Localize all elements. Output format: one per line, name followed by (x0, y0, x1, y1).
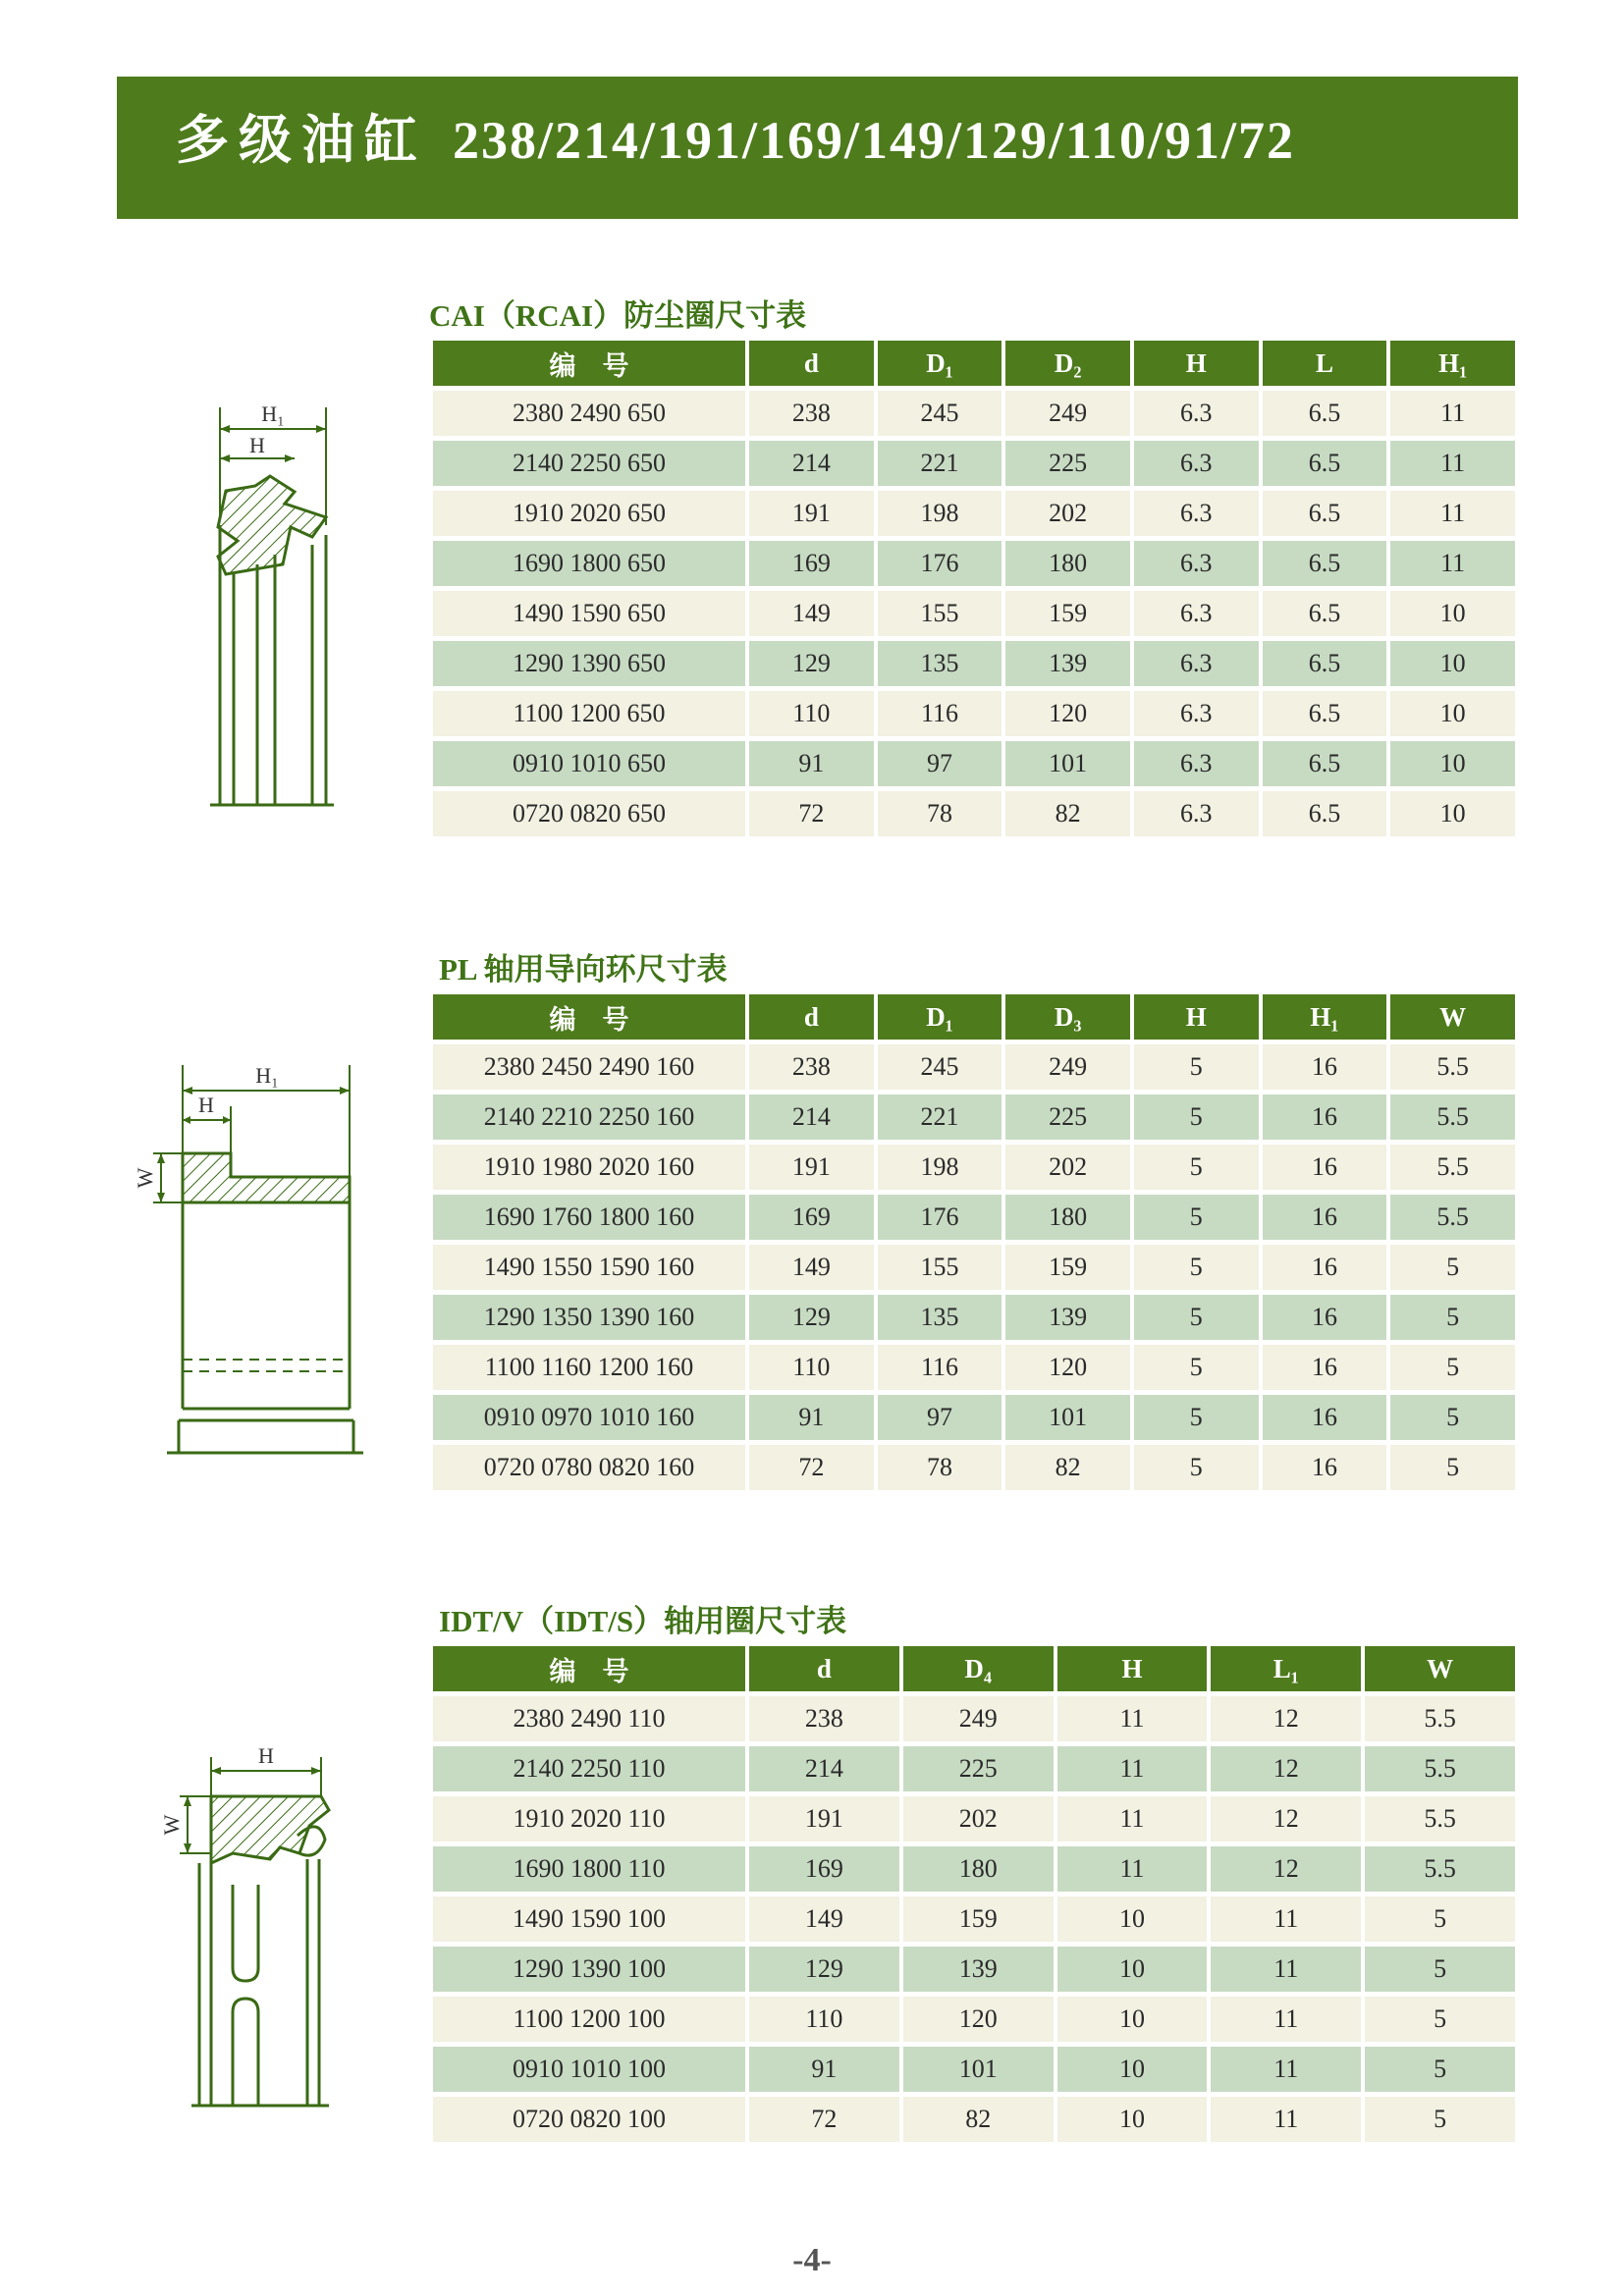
table-cell: 78 (878, 1445, 1002, 1490)
table-cell: 6.3 (1134, 691, 1259, 736)
table-cell: 249 (903, 1696, 1054, 1741)
table-cell: 2380 2450 2490 160 (433, 1044, 745, 1090)
table-row (433, 1896, 1515, 1942)
table-cell: 169 (749, 1846, 899, 1892)
table-cell: 5 (1134, 1145, 1259, 1190)
table-cell: 5 (1134, 1044, 1259, 1090)
table-cell: 5 (1134, 1345, 1259, 1390)
table-cell: 225 (1005, 1095, 1130, 1140)
table-cell: 169 (749, 541, 874, 586)
table-cell: 82 (1005, 791, 1130, 836)
table-cell: 5 (1134, 1295, 1259, 1340)
table-cell: 11 (1057, 1796, 1208, 1842)
table-cell: 5 (1390, 1395, 1515, 1440)
table-row (433, 2047, 1515, 2092)
label-h1: H₁ (261, 401, 285, 426)
header-code: 编 号 (433, 1646, 745, 1691)
table-cell: 10 (1390, 741, 1515, 786)
table-cell: 214 (749, 1746, 899, 1791)
idt-seal-drawing (152, 1737, 358, 2115)
table-cell: 11 (1390, 391, 1515, 436)
table-cell: 12 (1211, 1796, 1361, 1842)
table-cell: 6.3 (1134, 441, 1259, 486)
table-cell: 0910 1010 650 (433, 741, 745, 786)
dimension-h (211, 1743, 321, 1796)
table-row (433, 2097, 1515, 2142)
table-cell: 221 (878, 1095, 1002, 1140)
table-cell: 10 (1057, 1947, 1208, 1992)
label-h: H (198, 1093, 214, 1117)
table-cell: 1490 1590 100 (433, 1896, 745, 1942)
table-cell: 214 (749, 1095, 874, 1140)
table-cell: 1100 1160 1200 160 (433, 1345, 745, 1390)
table-cell: 149 (749, 591, 874, 636)
table-cell: 5 (1134, 1195, 1259, 1240)
table-cell: 159 (1005, 1245, 1130, 1290)
table-cell: 6.3 (1134, 791, 1259, 836)
table-cell: 225 (903, 1746, 1054, 1791)
table-cell: 11 (1211, 2047, 1361, 2092)
table-cell: 221 (878, 441, 1002, 486)
table-cell: 82 (903, 2097, 1054, 2142)
table-cell: 5 (1365, 1896, 1515, 1942)
table-cell: 5 (1365, 2097, 1515, 2142)
table-row (433, 791, 1515, 836)
table-cell: 16 (1263, 1245, 1387, 1290)
title-chinese: 多级油缸 (176, 111, 427, 170)
table-row (433, 1947, 1515, 1992)
table-cell: 238 (749, 1696, 899, 1741)
cai-seal-drawing (196, 398, 344, 815)
table-cell: 139 (903, 1947, 1054, 1992)
header-d: d (749, 341, 874, 386)
hidden-lines (183, 1360, 350, 1371)
table-cell: 10 (1057, 2047, 1208, 2092)
table-row (433, 1195, 1515, 1240)
table-cell: 2380 2490 650 (433, 391, 745, 436)
table-cell: 129 (749, 641, 874, 686)
table-cell: 0720 0820 100 (433, 2097, 745, 2142)
table-cell: 11 (1390, 491, 1515, 536)
table-cell: 5 (1390, 1345, 1515, 1390)
table-cell: 11 (1057, 1696, 1208, 1741)
table-cell: 6.3 (1134, 741, 1259, 786)
table-cell: 191 (749, 1796, 899, 1842)
table-row (433, 1145, 1515, 1190)
table-cell: 1690 1800 110 (433, 1846, 745, 1892)
table-cell: 2140 2250 110 (433, 1746, 745, 1791)
table-cell: 101 (903, 2047, 1054, 2092)
table-cell: 5.5 (1390, 1195, 1515, 1240)
table-cell: 135 (878, 1295, 1002, 1340)
table-row (433, 1044, 1515, 1090)
seal-profile (218, 476, 326, 574)
table-cell: 5.5 (1365, 1796, 1515, 1842)
table-row (433, 1696, 1515, 1741)
header-d1: D₁ (878, 341, 1002, 386)
table-cell: 1290 1350 1390 160 (433, 1295, 745, 1340)
guide-ring-profile (183, 1153, 350, 1202)
table-cell: 6.3 (1134, 641, 1259, 686)
table-cell: 5 (1390, 1245, 1515, 1290)
table-row (433, 641, 1515, 686)
table-cell: 245 (878, 1044, 1002, 1090)
table-cell: 11 (1390, 441, 1515, 486)
table-cell: 1290 1390 650 (433, 641, 745, 686)
header-h: H (1057, 1646, 1208, 1691)
table-row (433, 591, 1515, 636)
table-cell: 191 (749, 491, 874, 536)
table-cell: 5.5 (1390, 1044, 1515, 1090)
dimension-h (183, 1093, 231, 1153)
table-cell: 1290 1390 100 (433, 1947, 745, 1992)
table-cell: 16 (1263, 1145, 1387, 1190)
table-cell: 16 (1263, 1195, 1387, 1240)
header-h: H (1134, 341, 1259, 386)
header-l: L (1263, 341, 1387, 386)
table-cell: 110 (749, 1345, 874, 1390)
table-cell: 139 (1005, 1295, 1130, 1340)
header-d3: D₃ (1005, 994, 1130, 1040)
table-cell: 10 (1057, 1896, 1208, 1942)
table-cell: 16 (1263, 1445, 1387, 1490)
table-cell: 6.3 (1134, 491, 1259, 536)
table-cell: 120 (903, 1997, 1054, 2042)
table-cell: 169 (749, 1195, 874, 1240)
table-cell: 2140 2250 650 (433, 441, 745, 486)
title-models: 238/214/191/169/149/129/110/91/72 (453, 111, 1296, 170)
table-cell: 139 (1005, 641, 1130, 686)
table-cell: 1490 1550 1590 160 (433, 1245, 745, 1290)
table-cell: 5 (1134, 1445, 1259, 1490)
table-cell: 11 (1057, 1746, 1208, 1791)
section-title-pl: PL 轴用导向环尺寸表 (439, 952, 728, 987)
table-header-row (433, 341, 1515, 386)
table-cell: 5.5 (1390, 1145, 1515, 1190)
table-cell: 2140 2210 2250 160 (433, 1095, 745, 1140)
table-header-row (433, 1646, 1515, 1691)
table-cell: 5 (1365, 2047, 1515, 2092)
seal-body-lines (191, 1859, 329, 2106)
table-cell: 129 (749, 1295, 874, 1340)
table-cell: 198 (878, 1145, 1002, 1190)
table-cell: 72 (749, 2097, 899, 2142)
header-d1: D₁ (878, 994, 1002, 1040)
table-cell: 249 (1005, 391, 1130, 436)
table-cell: 202 (903, 1796, 1054, 1842)
label-h: H (258, 1743, 274, 1768)
table-row (433, 491, 1515, 536)
guide-ring-body-lines (167, 1202, 363, 1453)
table-cell: 1690 1760 1800 160 (433, 1195, 745, 1240)
table-row (433, 391, 1515, 436)
table-header-row (433, 994, 1515, 1040)
table-cell: 245 (878, 391, 1002, 436)
table-cell: 6.5 (1263, 391, 1387, 436)
table-cell: 5.5 (1365, 1846, 1515, 1892)
table-cell: 176 (878, 541, 1002, 586)
table-cell: 149 (749, 1245, 874, 1290)
table-cell: 1910 1980 2020 160 (433, 1145, 745, 1190)
table-cell: 78 (878, 791, 1002, 836)
label-h1: H₁ (255, 1063, 279, 1088)
table-cell: 155 (878, 1245, 1002, 1290)
table-cell: 6.5 (1263, 691, 1387, 736)
table-cell: 5 (1365, 1947, 1515, 1992)
table-cell: 0910 1010 100 (433, 2047, 745, 2092)
header-d2: D₂ (1005, 341, 1130, 386)
table-cell: 5 (1134, 1095, 1259, 1140)
header-code: 编 号 (433, 994, 745, 1040)
table-cell: 180 (903, 1846, 1054, 1892)
table-cell: 1690 1800 650 (433, 541, 745, 586)
header-w: W (1365, 1646, 1515, 1691)
table-cell: 91 (749, 1395, 874, 1440)
table-row (433, 1245, 1515, 1290)
table-cell: 155 (878, 591, 1002, 636)
table-row (433, 691, 1515, 736)
table-cell: 6.5 (1263, 641, 1387, 686)
table-cell: 135 (878, 641, 1002, 686)
table-cell: 16 (1263, 1095, 1387, 1140)
table-cell: 5.5 (1390, 1095, 1515, 1140)
table-cell: 1100 1200 650 (433, 691, 745, 736)
table-cell: 11 (1211, 1896, 1361, 1942)
header-banner (117, 77, 1518, 219)
table-cell: 72 (749, 791, 874, 836)
table-row (433, 741, 1515, 786)
table-cell: 11 (1390, 541, 1515, 586)
header-d: d (749, 994, 874, 1040)
section-title-cai: CAI（RCAI）防尘圈尺寸表 (429, 298, 807, 333)
table-cell: 159 (1005, 591, 1130, 636)
table-cell: 16 (1263, 1295, 1387, 1340)
dimension-w (159, 1796, 211, 1853)
table-cell: 5 (1390, 1295, 1515, 1340)
table-cell: 214 (749, 441, 874, 486)
table-row (433, 541, 1515, 586)
header-code: 编 号 (433, 341, 745, 386)
table-cell: 202 (1005, 1145, 1130, 1190)
table-cell: 11 (1211, 1997, 1361, 2042)
table-cell: 10 (1057, 1997, 1208, 2042)
table-row (433, 1997, 1515, 2042)
table-cell: 12 (1211, 1696, 1361, 1741)
table-cell: 0720 0780 0820 160 (433, 1445, 745, 1490)
table-cell: 101 (1005, 741, 1130, 786)
table-cell: 5 (1134, 1245, 1259, 1290)
table-cell: 249 (1005, 1044, 1130, 1090)
table-cell: 110 (749, 1997, 899, 2042)
section-title-idt: IDT/V（IDT/S）轴用圈尺寸表 (439, 1604, 847, 1638)
table-cell: 11 (1211, 1947, 1361, 1992)
table-cell: 10 (1390, 691, 1515, 736)
table-cell: 6.3 (1134, 591, 1259, 636)
table-cell: 6.5 (1263, 541, 1387, 586)
table-cell: 2380 2490 110 (433, 1696, 745, 1741)
table-row (433, 1295, 1515, 1340)
table-cell: 10 (1390, 641, 1515, 686)
table-cell: 97 (878, 741, 1002, 786)
seal-profile (211, 1796, 329, 1863)
table-cell: 120 (1005, 1345, 1130, 1390)
table-row (433, 1846, 1515, 1892)
table-row (433, 1445, 1515, 1490)
table-row (433, 1796, 1515, 1842)
table-cell: 202 (1005, 491, 1130, 536)
table-cell: 12 (1211, 1746, 1361, 1791)
table-row (433, 1746, 1515, 1791)
page-number: -4- (792, 2242, 832, 2278)
pl-guide-ring-drawing (128, 1055, 373, 1468)
table-row (433, 1345, 1515, 1390)
table-row (433, 1095, 1515, 1140)
table-cell: 91 (749, 2047, 899, 2092)
table-cell: 6.5 (1263, 791, 1387, 836)
dimension-h (220, 433, 295, 462)
table-cell: 11 (1211, 2097, 1361, 2142)
table-cell: 72 (749, 1445, 874, 1490)
table-cell: 176 (878, 1195, 1002, 1240)
table-cell: 159 (903, 1896, 1054, 1942)
table-cell: 5.5 (1365, 1746, 1515, 1791)
table-cell: 0910 0970 1010 160 (433, 1395, 745, 1440)
table-cell: 110 (749, 691, 874, 736)
label-w: W (133, 1167, 157, 1189)
header-h: H (1134, 994, 1259, 1040)
header-d: d (749, 1646, 899, 1691)
table-cell: 10 (1057, 2097, 1208, 2142)
table-cell: 12 (1211, 1846, 1361, 1892)
table-cell: 198 (878, 491, 1002, 536)
header-d4: D₄ (903, 1646, 1054, 1691)
table-cell: 5 (1134, 1395, 1259, 1440)
table-cell: 120 (1005, 691, 1130, 736)
table-cell: 10 (1390, 591, 1515, 636)
table-cell: 180 (1005, 541, 1130, 586)
table-cell: 129 (749, 1947, 899, 1992)
table-cell: 6.5 (1263, 491, 1387, 536)
label-h: H (249, 433, 265, 457)
table-cell: 116 (878, 691, 1002, 736)
table-cell: 16 (1263, 1044, 1387, 1090)
table-cell: 0720 0820 650 (433, 791, 745, 836)
table-cell: 1910 2020 650 (433, 491, 745, 536)
cai-table (429, 336, 1519, 841)
pl-table (429, 989, 1519, 1495)
table-cell: 82 (1005, 1445, 1130, 1490)
label-w: W (159, 1814, 184, 1836)
header-l1: L₁ (1211, 1646, 1361, 1691)
table-cell: 16 (1263, 1345, 1387, 1390)
table-cell: 97 (878, 1395, 1002, 1440)
table-cell: 91 (749, 741, 874, 786)
table-cell: 10 (1390, 791, 1515, 836)
table-cell: 6.5 (1263, 741, 1387, 786)
table-cell: 1490 1590 650 (433, 591, 745, 636)
header-h1: H₁ (1390, 341, 1515, 386)
table-cell: 1100 1200 100 (433, 1997, 745, 2042)
table-cell: 116 (878, 1345, 1002, 1390)
table-cell: 5.5 (1365, 1696, 1515, 1741)
table-cell: 238 (749, 391, 874, 436)
table-cell: 101 (1005, 1395, 1130, 1440)
table-cell: 238 (749, 1044, 874, 1090)
table-cell: 11 (1057, 1846, 1208, 1892)
table-cell: 6.3 (1134, 391, 1259, 436)
table-row (433, 441, 1515, 486)
table-cell: 6.3 (1134, 541, 1259, 586)
header-w: W (1390, 994, 1515, 1040)
table-cell: 225 (1005, 441, 1130, 486)
table-cell: 1910 2020 110 (433, 1796, 745, 1842)
table-cell: 5 (1365, 1997, 1515, 2042)
table-cell: 149 (749, 1896, 899, 1942)
table-cell: 191 (749, 1145, 874, 1190)
table-cell: 6.5 (1263, 441, 1387, 486)
dimension-w (133, 1153, 183, 1202)
table-cell: 16 (1263, 1395, 1387, 1440)
table-cell: 6.5 (1263, 591, 1387, 636)
table-cell: 180 (1005, 1195, 1130, 1240)
header-h1: H₁ (1263, 994, 1387, 1040)
idt-table (429, 1641, 1519, 2147)
table-row (433, 1395, 1515, 1440)
page-title (176, 98, 1295, 174)
table-cell: 5 (1390, 1445, 1515, 1490)
